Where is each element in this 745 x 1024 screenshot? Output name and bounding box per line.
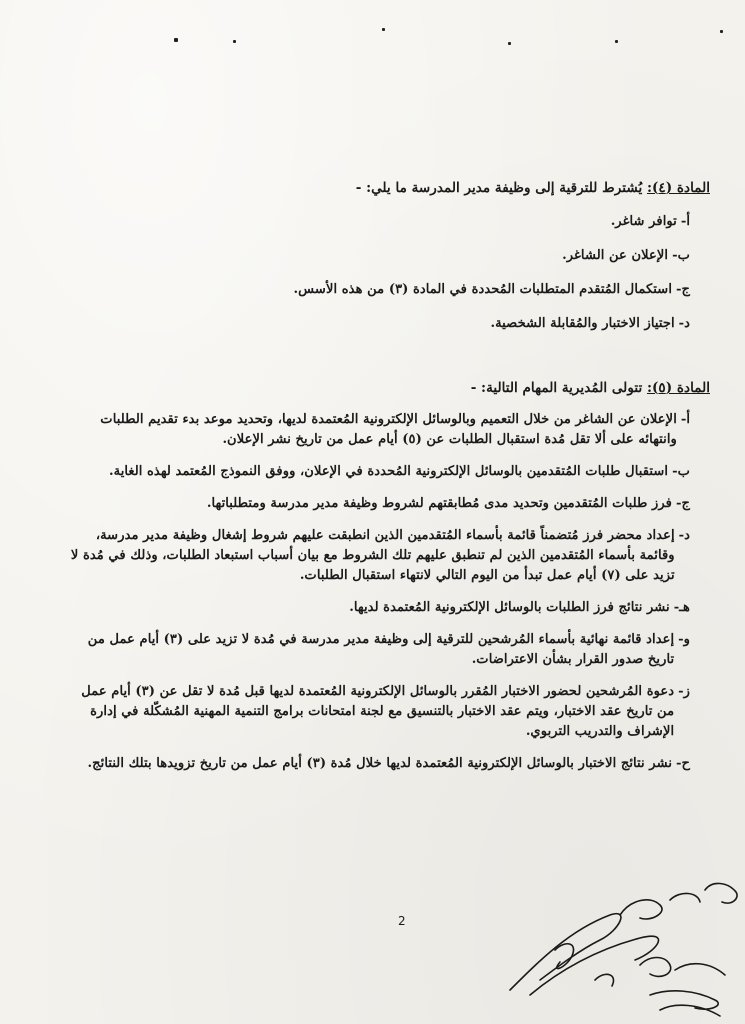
scan-speck <box>233 40 236 43</box>
scan-speck <box>382 28 385 31</box>
item-text: الإعلان عن الشاغر من خلال التعميم وبالوسائل الإلكترونية المُعتمدة لديها، وتحديد موعد بدء تقديم الطلبات وانتهائه على ألا تقل مُدة استقبال الطلبات عن (٥) أيام عمل من تاريخ نشر الإعلان. <box>100 412 677 447</box>
item-marker: ب- <box>672 464 690 479</box>
item-marker: ج- <box>676 282 690 297</box>
article-5-label: المادة (٥): <box>646 380 710 396</box>
document-body <box>60 178 710 774</box>
item-text: إعداد قائمة نهائية بأسماء المُرشحين للترقية إلى وظيفة مدير مدرسة في مُدة لا تزيد على (٣) أيام عمل من تاريخ صدور القرار بشأن الاعتراضات. <box>87 632 675 667</box>
item-text: دعوة المُرشحين لحضور الاختبار المُقرر بالوسائل الإلكترونية المُعتمدة لديها قبل مُدة لا تقل عن (٣) أيام عمل من تاريخ عقد الاختبار، ويتم عقد الاختبار بالتنسيق مع لجنة امتحانات برامج التنمية المهنية المُشكّلة في إدارة الإشراف والتدريب التربوي. <box>81 684 675 739</box>
item-marker: د- <box>678 316 690 331</box>
article-4 <box>60 178 710 334</box>
item-text: استكمال المُتقدم المتطلبات المُحددة في المادة (٣) من هذه الأسس. <box>293 282 672 297</box>
item-marker: ح- <box>676 756 690 771</box>
item-marker: د- <box>678 528 690 543</box>
item-marker: و- <box>678 632 690 647</box>
handwritten-signature-icon <box>500 870 745 1024</box>
item-marker: ج- <box>676 496 690 511</box>
article-5-title <box>60 378 710 398</box>
item-marker: أ- <box>680 214 690 229</box>
article-5-item <box>60 526 690 586</box>
article-5-heading: تتولى المُديرية المهام التالية: - <box>470 380 647 396</box>
article-4-item <box>60 280 690 300</box>
item-text: فرز طلبات المُتقدمين وتحديد مدى مُطابقتهم لشروط وظيفة مدير مدرسة ومتطلباتها. <box>206 496 672 511</box>
scan-speck <box>615 40 618 43</box>
page-number: 2 <box>398 914 406 928</box>
article-5-item <box>60 494 690 514</box>
item-text: استقبال طلبات المُتقدمين بالوسائل الإلكترونية المُحددة في الإعلان، ووفق النموذج المُعتمد لهذه الغاية. <box>109 464 669 479</box>
article-4-title <box>60 178 710 198</box>
article-5-item <box>60 682 690 742</box>
item-marker: هـ- <box>673 600 690 615</box>
item-text: الإعلان عن الشاغر. <box>562 248 669 263</box>
article-5-item <box>60 410 690 450</box>
item-marker: أ- <box>680 412 690 427</box>
item-marker: ز- <box>678 684 690 699</box>
article-5-item <box>60 754 690 774</box>
item-text: اجتياز الاختبار والمُقابلة الشخصية. <box>490 316 675 331</box>
scan-speck <box>508 42 511 45</box>
article-4-item <box>60 314 690 334</box>
scan-speck <box>720 30 723 33</box>
item-marker: ب- <box>672 248 690 263</box>
article-5 <box>60 378 710 774</box>
item-text: توافر شاغر. <box>610 214 677 229</box>
item-text: إعداد محضر فرز مُتضمناً قائمة بأسماء المُتقدمين الذين انطبقت عليهم شروط إشغال وظيفة مدير مدرسة، وقائمة بأسماء المُتقدمين الذين لم تنطبق عليهم تلك الشروط مع بيان أسباب استبعاد الطلبات، وذلك في مُدة لا تزيد على (٧) أيام عمل تبدأ من اليوم التالي لانتهاء استقبال الطلبات. <box>70 528 675 583</box>
article-4-heading: يُشترط للترقية إلى وظيفة مدير المدرسة ما يلي: - <box>355 180 647 196</box>
scan-speck <box>174 38 178 42</box>
article-5-item <box>60 598 690 618</box>
item-text: نشر نتائج الاختبار بالوسائل الإلكترونية المُعتمدة لديها خلال مُدة (٣) أيام عمل من تاريخ تزويدها بتلك النتائج. <box>87 756 672 771</box>
article-4-item <box>60 212 690 232</box>
item-text: نشر نتائج فرز الطلبات بالوسائل الإلكترونية المُعتمدة لديها. <box>349 600 670 615</box>
article-4-item <box>60 246 690 266</box>
article-4-label: المادة (٤): <box>646 180 710 196</box>
article-5-item <box>60 462 690 482</box>
article-5-item <box>60 630 690 670</box>
